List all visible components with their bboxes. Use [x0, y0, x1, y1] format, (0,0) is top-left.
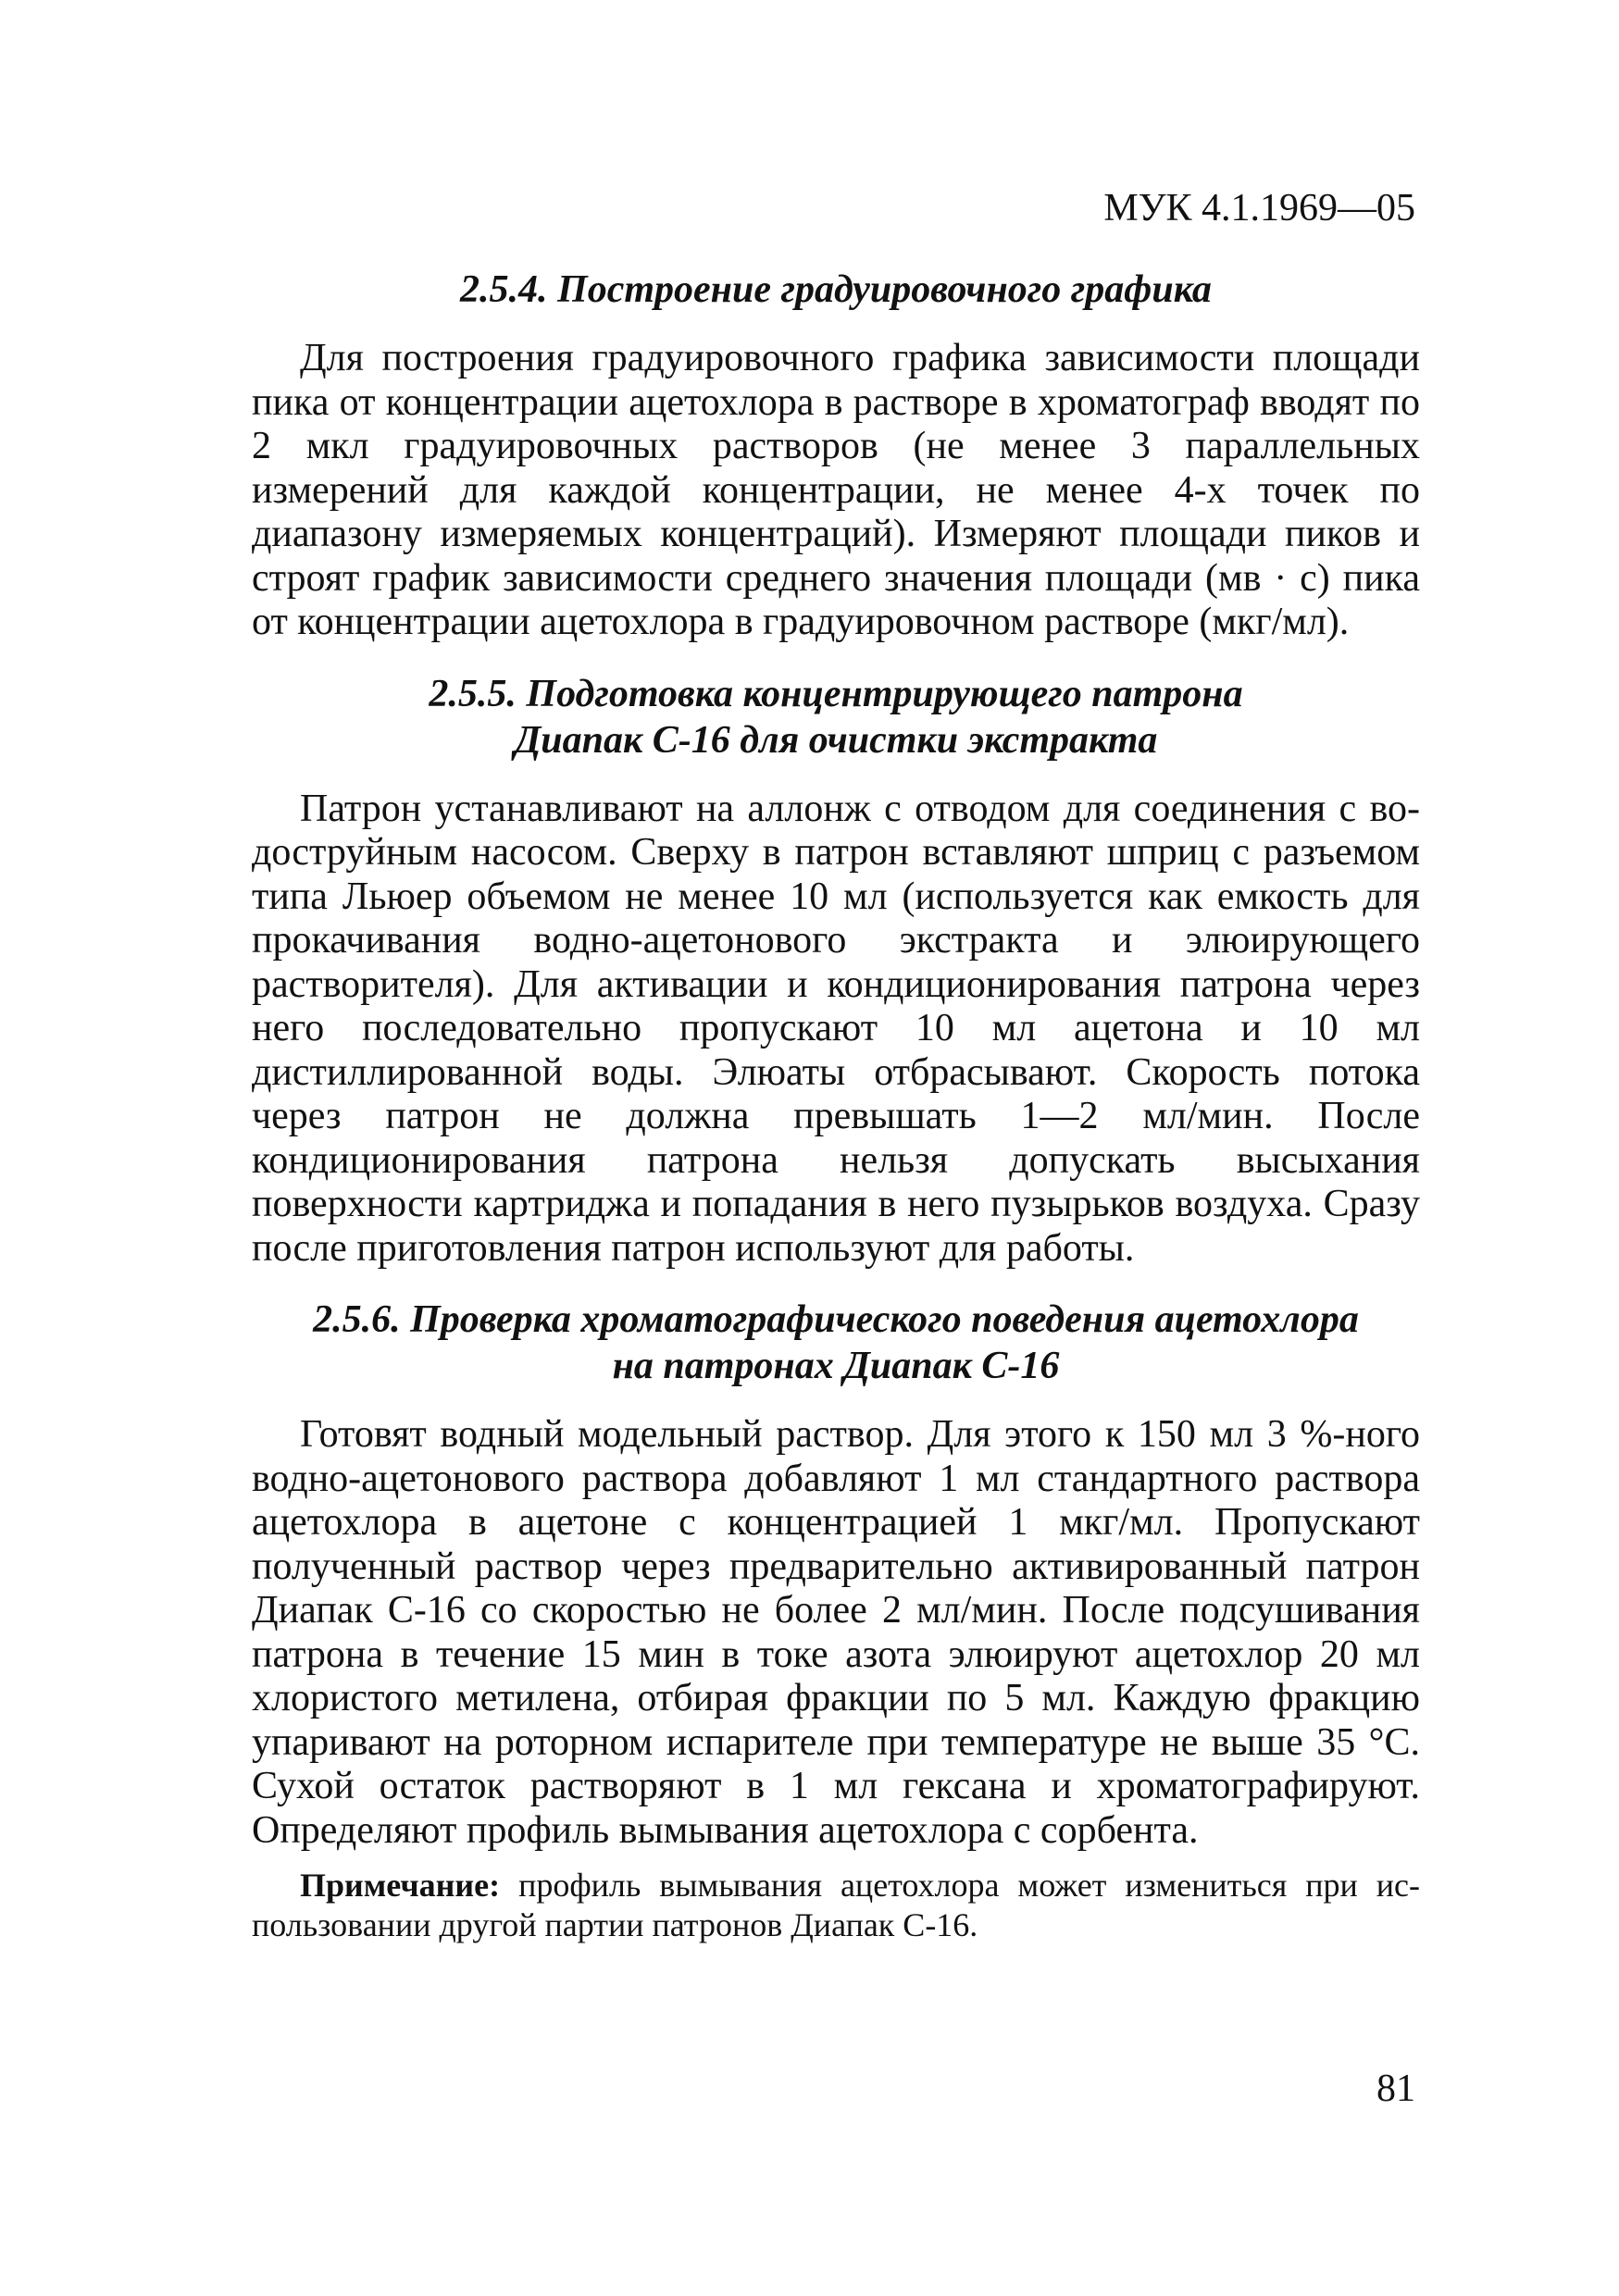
section-title-line: 2.5.4. Построение градуировочного графика	[460, 268, 1212, 311]
section-title-line: Диапак С-16 для очистки экстракта	[514, 718, 1158, 762]
section-title-line: 2.5.6. Проверка хроматографического поведения ацетохлора	[313, 1298, 1359, 1341]
page-number: 81	[1376, 2067, 1415, 2110]
section-2-5-6	[252, 1297, 1420, 1853]
section-title	[252, 1297, 1420, 1389]
section-title	[252, 267, 1420, 313]
section-2-5-5	[252, 671, 1420, 1272]
section-paragraph: Для построения градуировочного графика зависимости площади пика от концентрации ацетохлора в растворе в хроматограф вводят по 2 мкл градуировочных растворов (не менее 3 параллельных измерений для каждой концентрации, не менее 4-х точек по диапазону измеряемых концентраций). Измеряют площади пиков и строят график зависимости среднего значения площади (мв · с) пика от концентрации ацетохлора в градуировочном растворе (мкг/мл).	[252, 337, 1420, 643]
section-paragraph: Готовят водный модельный раствор. Для этого к 150 мл 3 %-ного водно-ацетонового раствора добавляют 1 мл стандартного раствора ацетохлора в ацетоне с концентрацией 1 мкг/мл. Пропускают полученный раствор через предварительно активированный патрон Диапак С-16 со скоростью не более 2 мл/мин. После подсушивания патрона в течение 15 мин в токе азота элюируют ацетохлор 20 мл хлористого метилена, отбирая фракции по 5 мл. Каждую фракцию упаривают на роторном испарителе при температуре не выше 35 °С. Сухой остаток растворяют в 1 мл гексана и хроматографируют. Определяют профиль вымывания ацетохлора с сорбента.	[252, 1413, 1420, 1852]
note-text: профиль вымывания ацетохлора может измениться при использовании другой партии патронов Диапак С-16.	[252, 1867, 1420, 1943]
page-content	[252, 267, 1420, 1945]
section-title	[252, 671, 1420, 763]
section-paragraph: Патрон устанавливают на аллонж с отводом для соединения с водоструйным насосом. Сверху в патрон вставляют шприц с разъемом типа Льюер объемом не менее 10 мл (используется как емкость для прокачивания водно-ацетонового экстракта и элюирующего растворителя). Для активации и кондиционирования патрона через него последовательно пропускают 10 мл ацетона и 10 мл дистиллированной воды. Элюаты отбрасывают. Скорость потока через патрон не должна превышать 1—2 мл/мин. После кондиционирования патрона нельзя допускать высыхания поверхности картриджа и попадания в него пузырьков воздуха. Сразу после приготовления патрон используют для работы.	[252, 787, 1420, 1270]
note-label: Примечание:	[300, 1867, 501, 1904]
section-title-line: на патронах Диапак С-16	[612, 1345, 1060, 1387]
document-code-header: МУК 4.1.1969—05	[1103, 187, 1415, 230]
section-title-line: 2.5.5. Подготовка концентрирующего патрона	[429, 672, 1243, 715]
section-2-5-4	[252, 267, 1420, 645]
note	[252, 1866, 1420, 1945]
